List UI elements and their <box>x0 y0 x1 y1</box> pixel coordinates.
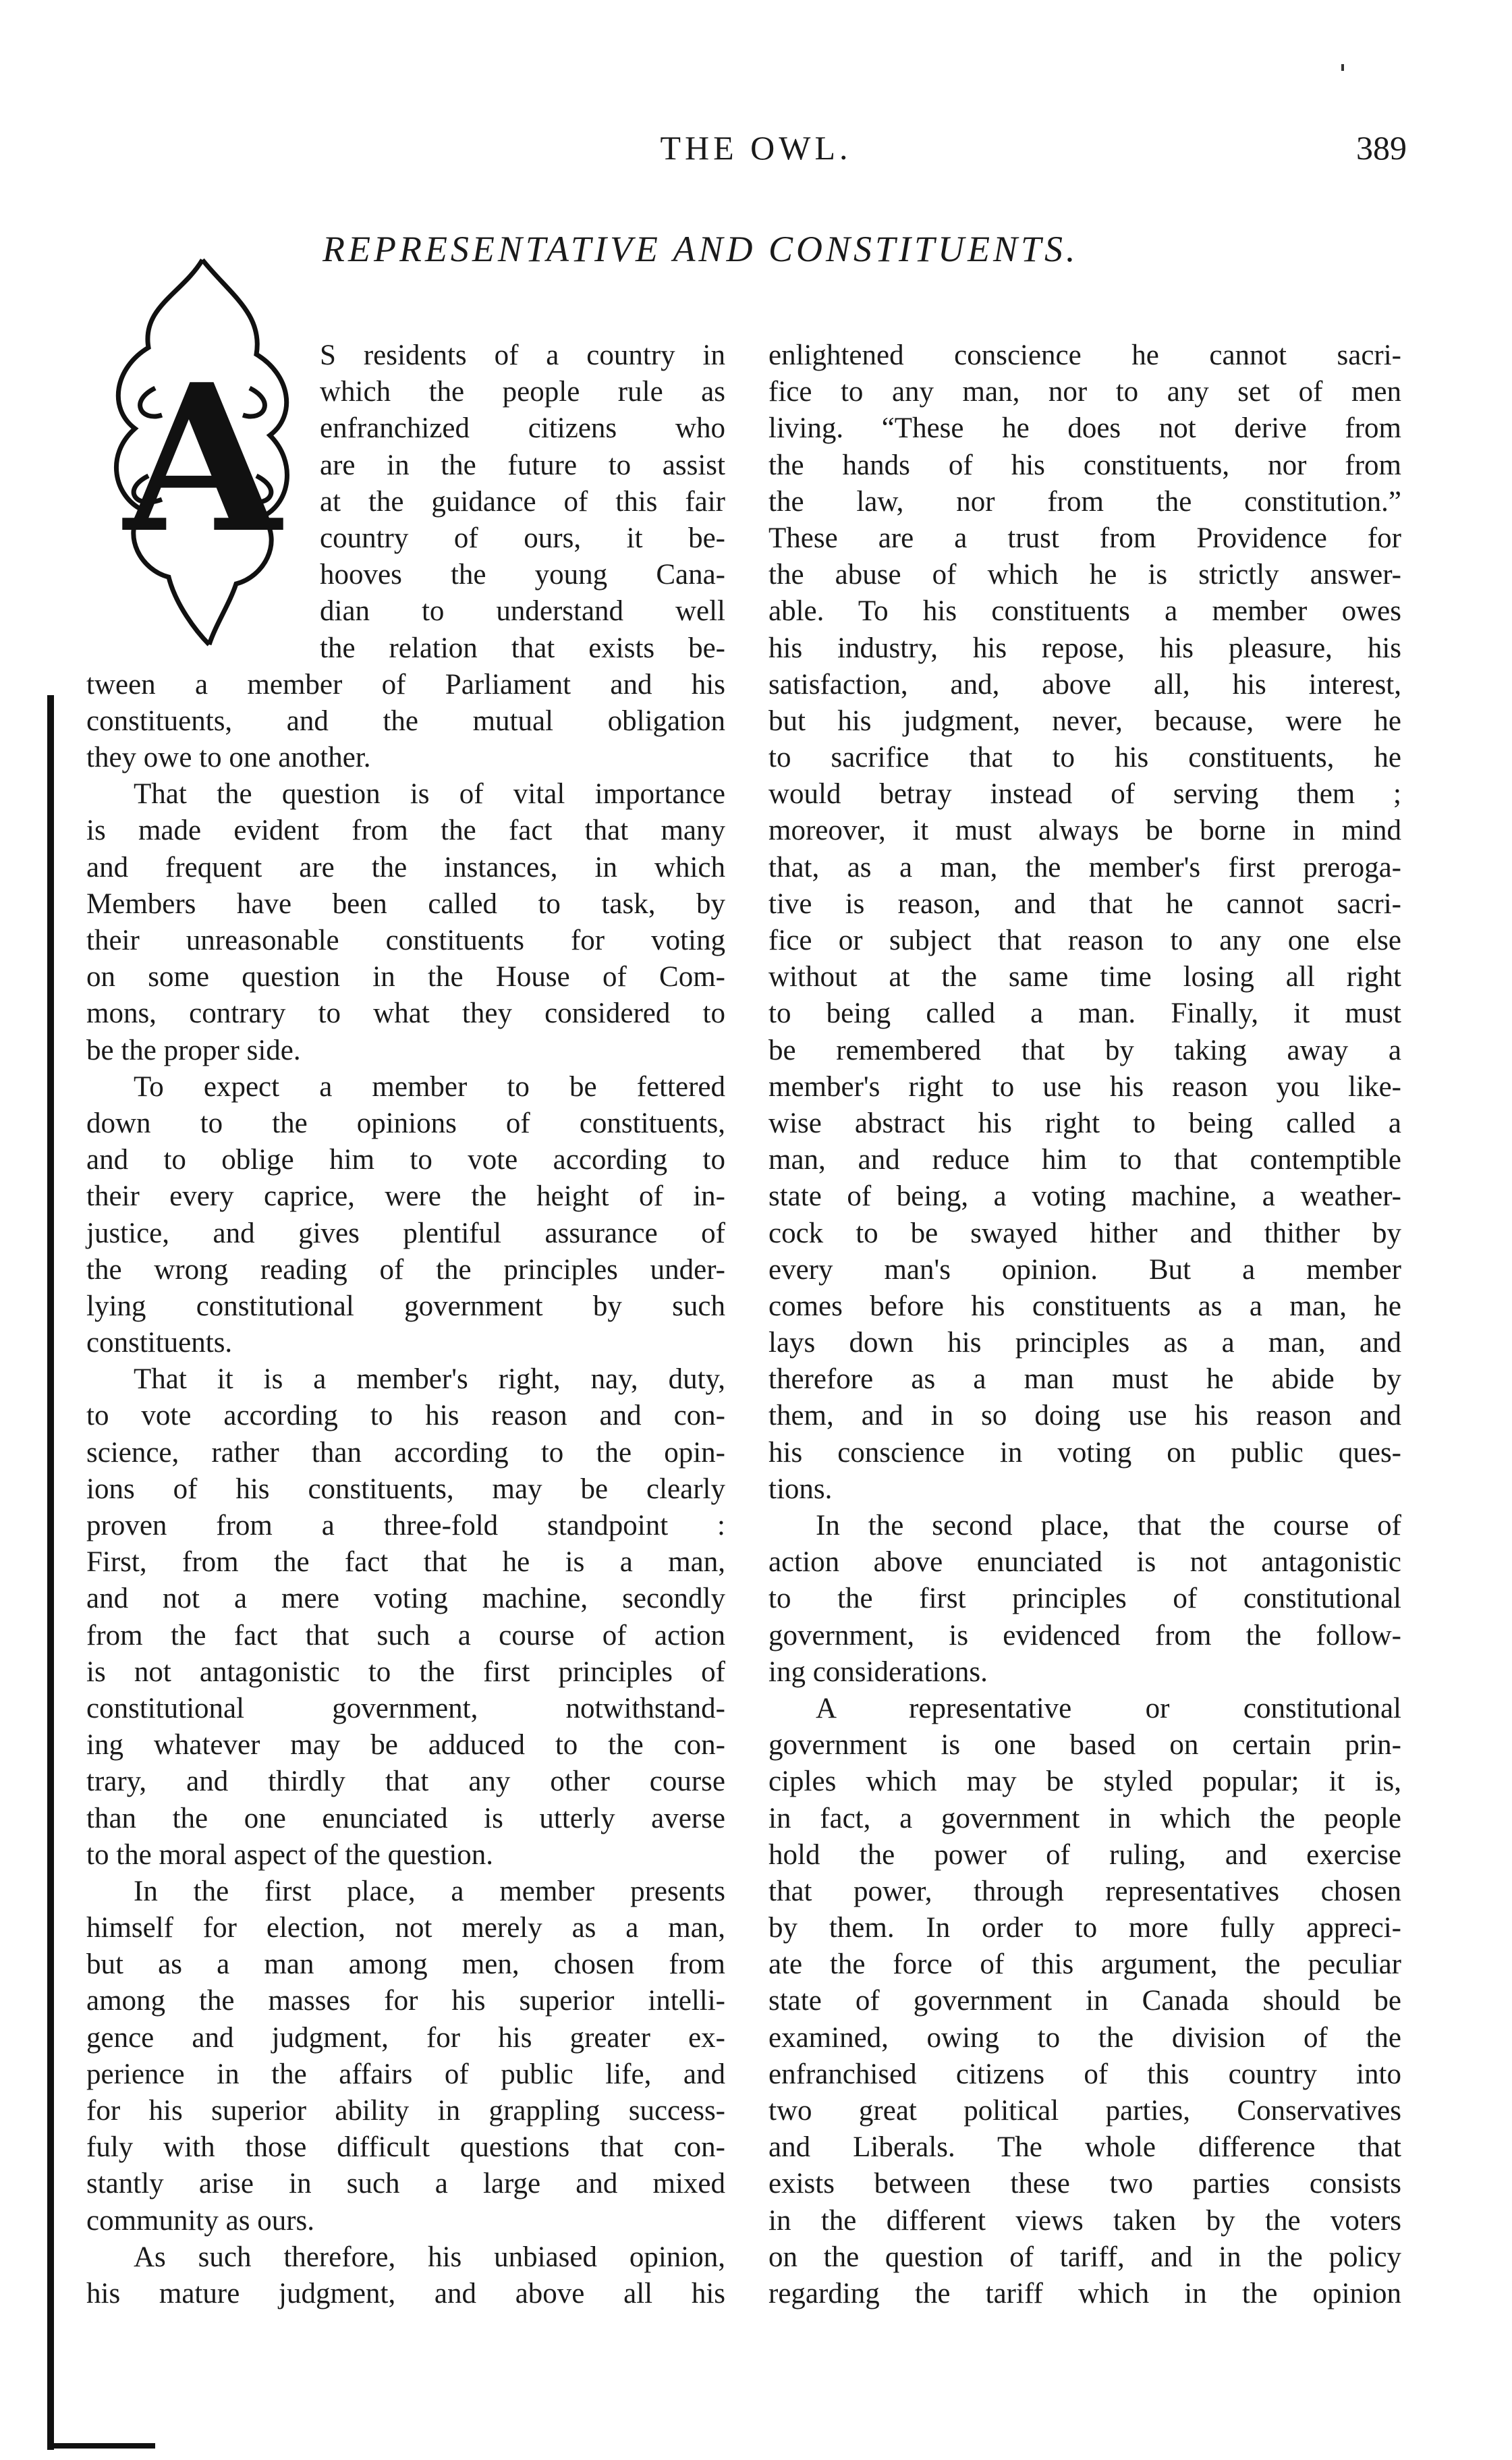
text-line: state of government in Canada should be <box>768 1985 1401 2017</box>
text-line: member's right to use his reason you like- <box>768 1070 1401 1103</box>
paragraph <box>86 337 725 776</box>
text-line: First, from the fact that he is a man, <box>86 1546 725 1579</box>
text-line: ciples which may be styled popular; it is, <box>768 1766 1401 1798</box>
text-line: man, and reduce him to that contemptible <box>768 1144 1401 1176</box>
text-line: down to the opinions of constituents, <box>86 1107 725 1139</box>
text-line: gence and judgment, for his greater ex- <box>86 2021 725 2054</box>
text-line: comes before his constituents as a man, he <box>768 1290 1401 1322</box>
page-number: 389 <box>1356 129 1407 167</box>
paragraph <box>86 776 725 1069</box>
paragraph <box>768 1508 1401 1691</box>
text-line: ing whatever may be adduced to the con- <box>86 1729 725 1761</box>
right-column <box>768 337 1401 2312</box>
text-line: hold the power of ruling, and exercise <box>768 1838 1401 1871</box>
scan-margin-edge <box>47 695 54 2450</box>
text-line: to being called a man. Finally, it must <box>768 997 1401 1030</box>
text-line: lays down his principles as a man, and <box>768 1327 1401 1359</box>
text-line: mons, contrary to what they considered to <box>86 997 725 1030</box>
text-line: As such therefore, his unbiased opinion, <box>134 2241 725 2273</box>
paragraph <box>86 1874 725 2239</box>
drop-cap-letter: A <box>123 339 281 578</box>
text-line: perience in the affairs of public life, and <box>86 2058 725 2090</box>
text-line: to the first principles of constitutional <box>768 1583 1401 1615</box>
paragraph <box>86 1069 725 1362</box>
text-line: science, rather than according to the opin- <box>86 1436 725 1469</box>
text-line: constituents. <box>86 1327 233 1359</box>
article-title: REPRESENTATIVE AND CONSTITUENTS. <box>323 229 1079 269</box>
text-line: therefore as a man must he abide by <box>768 1363 1401 1396</box>
text-line: proven from a three-fold standpoint : <box>86 1510 725 1541</box>
text-line: for his superior ability in grappling success- <box>86 2095 725 2127</box>
text-line: the hands of his constituents, nor from <box>768 449 1401 481</box>
paragraph <box>86 2239 725 2312</box>
scan-speck <box>1341 64 1344 71</box>
text-line: constituents, and the mutual obligation <box>86 705 725 737</box>
text-line: action above enunciated is not antagonistic <box>768 1546 1401 1579</box>
text-line: and Liberals. The whole difference that <box>768 2131 1401 2164</box>
text-line: community as ours. <box>86 2204 314 2237</box>
text-line: satisfaction, and, above all, his interest, <box>768 668 1401 701</box>
text-line: that, as a man, the member's first preroga- <box>768 851 1401 883</box>
text-line: is made evident from the fact that many <box>86 815 725 847</box>
text-line: government is one based on certain prin- <box>768 1729 1401 1761</box>
text-line: in the different views taken by the voters <box>768 2204 1401 2237</box>
text-line: they owe to one another. <box>86 742 371 774</box>
text-line: tive is reason, and that he cannot sacri- <box>768 887 1401 920</box>
text-line: wise abstract his right to being called a <box>768 1107 1401 1139</box>
text-line: ate the force of this argument, the peculiar <box>768 1948 1401 1981</box>
text-line: stantly arise in such a large and mixed <box>86 2168 725 2200</box>
text-line: lying constitutional government by such <box>86 1290 725 1322</box>
text-line: ions of his constituents, may be clearly <box>86 1473 725 1505</box>
text-line: by them. In order to more fully appreci- <box>768 1912 1401 1944</box>
text-line: in fact, a government in which the people <box>768 1802 1401 1834</box>
text-line: Members have been called to task, by <box>86 887 725 920</box>
text-line: their unreasonable constituents for voting <box>86 925 725 956</box>
text-line: fuly with those difficult questions that con- <box>86 2131 725 2164</box>
text-line: them, and in so doing use his reason and <box>768 1400 1401 1432</box>
text-line: constitutional government, notwithstand- <box>86 1692 725 1724</box>
text-line: In the first place, a member presents <box>134 1875 725 1907</box>
text-line: to sacrifice that to his constituents, he <box>768 742 1401 774</box>
text-line: state of being, a voting machine, a weather- <box>768 1180 1401 1213</box>
text-line: himself for election, not merely as a man, <box>86 1912 725 1944</box>
text-line: enfranchized citizens who <box>320 412 725 445</box>
text-line: moreover, it must always be borne in mind <box>768 815 1401 847</box>
text-line: In the second place, that the course of <box>816 1510 1401 1541</box>
text-line: but as a man among men, chosen from <box>86 1948 725 1981</box>
text-line: cock to be swayed hither and thither by <box>768 1217 1401 1249</box>
text-line: able. To his constituents a member owes <box>768 595 1401 628</box>
text-line: That the question is of vital importance <box>134 778 725 811</box>
text-line: to the moral aspect of the question. <box>86 1838 494 1871</box>
text-line: fice to any man, nor to any set of men <box>768 376 1401 408</box>
text-line: living. “These he does not derive from <box>768 412 1401 445</box>
text-line: on the question of tariff, and in the policy <box>768 2241 1401 2273</box>
text-line: That it is a member's right, nay, duty, <box>134 1363 725 1396</box>
text-line: the wrong reading of the principles under- <box>86 1253 725 1286</box>
paragraph <box>768 337 1401 1508</box>
running-title: THE OWL. <box>660 129 852 167</box>
text-line: the abuse of which he is strictly answer- <box>768 559 1401 591</box>
text-line: ing considerations. <box>768 1656 988 1688</box>
text-line: are in the future to assist <box>320 449 725 481</box>
text-line: the relation that exists be- <box>320 632 725 664</box>
text-line: two great political parties, Conservatives <box>768 2095 1401 2127</box>
text-line: that power, through representatives chosen <box>768 1875 1401 1907</box>
text-line: their every caprice, were the height of in- <box>86 1180 725 1213</box>
text-line: hooves the young Cana- <box>320 559 725 591</box>
text-line: to vote according to his reason and con- <box>86 1400 725 1432</box>
text-line: among the masses for his superior intelli- <box>86 1985 725 2017</box>
text-line: dian to understand well <box>320 595 725 628</box>
text-line: government, is evidenced from the follow- <box>768 1619 1401 1651</box>
text-line: country of ours, it be- <box>320 522 725 554</box>
text-line: but his judgment, never, because, were he <box>768 705 1401 737</box>
text-line: tions. <box>768 1473 833 1505</box>
text-line: and to oblige him to vote according to <box>86 1144 725 1176</box>
text-line: examined, owing to the division of the <box>768 2021 1401 2054</box>
text-line: and not a mere voting machine, secondly <box>86 1583 725 1615</box>
text-line: enfranchised citizens of this country into <box>768 2058 1401 2090</box>
text-line: is not antagonistic to the first principles of <box>86 1656 725 1688</box>
text-line: fice or subject that reason to any one else <box>768 925 1401 956</box>
text-line: his mature judgment, and above all his <box>86 2277 725 2309</box>
text-line: be remembered that by taking away a <box>768 1034 1401 1066</box>
text-line: which the people rule as <box>320 376 725 408</box>
text-line: and frequent are the instances, in which <box>86 851 725 883</box>
text-line: regarding the tariff which in the opinion <box>768 2277 1401 2309</box>
text-line: enlightened conscience he cannot sacri- <box>768 339 1401 371</box>
text-line: his industry, his repose, his pleasure, his <box>768 632 1401 664</box>
paragraph <box>86 1361 725 1874</box>
text-line: To expect a member to be fettered <box>134 1070 725 1103</box>
text-line: A representative or constitutional <box>816 1692 1401 1724</box>
text-line: tween a member of Parliament and his <box>86 668 725 701</box>
text-line: would betray instead of serving them ; <box>768 778 1401 811</box>
text-line: trary, and thirdly that any other course <box>86 1766 725 1798</box>
left-column <box>86 337 725 2312</box>
text-line: from the fact that such a course of action <box>86 1619 725 1651</box>
scan-margin-edge-foot <box>47 2443 155 2449</box>
text-line: at the guidance of this fair <box>320 485 725 518</box>
text-line: his conscience in voting on public ques- <box>768 1436 1401 1469</box>
text-line: on some question in the House of Com- <box>86 961 725 993</box>
text-line: the law, nor from the constitution.” <box>768 485 1401 518</box>
text-line: without at the same time losing all right <box>768 961 1401 993</box>
text-line: be the proper side. <box>86 1034 301 1066</box>
text-line: every man's opinion. But a member <box>768 1253 1401 1286</box>
text-line: These are a trust from Providence for <box>768 522 1401 554</box>
text-line: S residents of a country in <box>320 339 725 371</box>
text-line: exists between these two parties consists <box>768 2168 1401 2200</box>
text-line: than the one enunciated is utterly averse <box>86 1802 725 1834</box>
paragraph <box>768 1691 1401 2312</box>
text-line: justice, and gives plentiful assurance of <box>86 1217 725 1249</box>
